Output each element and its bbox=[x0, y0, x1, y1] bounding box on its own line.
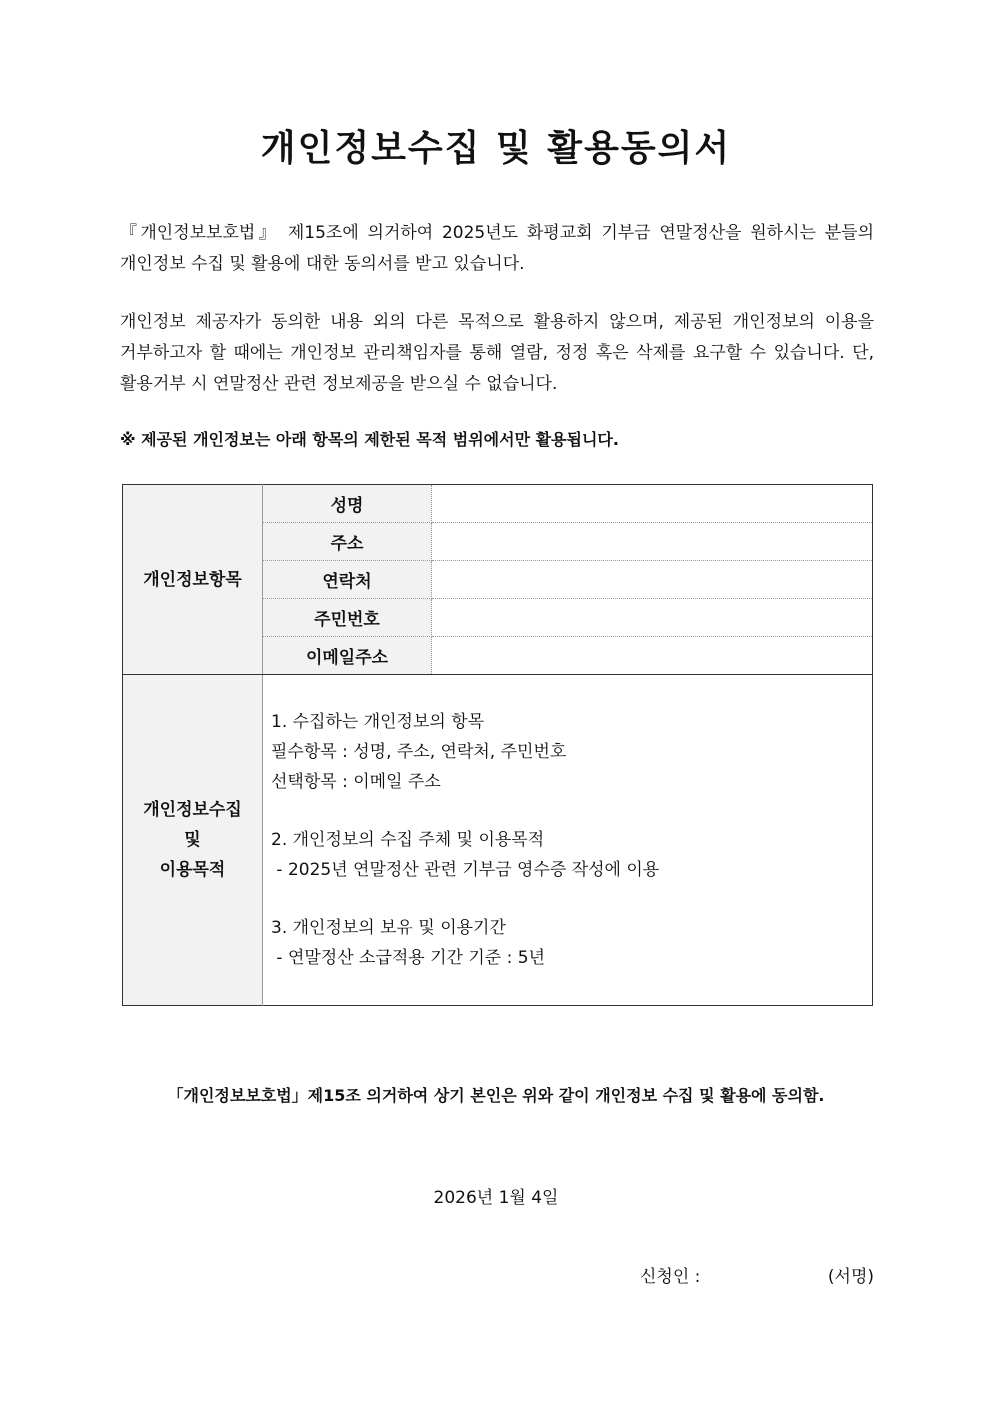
purpose-gap bbox=[271, 885, 872, 913]
purpose-item1-title: 1. 수집하는 개인정보의 항목 bbox=[271, 712, 485, 732]
field-value-address[interactable] bbox=[432, 523, 873, 561]
field-label-contact: 연락처 bbox=[263, 561, 432, 599]
field-label-email: 이메일주소 bbox=[263, 637, 432, 675]
purpose-item1-required: 필수항목 : 성명, 주소, 연락처, 주민번호 bbox=[271, 742, 567, 762]
purpose-item2-title: 2. 개인정보의 수집 주체 및 이용목적 bbox=[271, 830, 545, 850]
personal-info-section-label: 개인정보항목 bbox=[123, 485, 263, 675]
intro-paragraph: 『개인정보보호법』 제15조에 의거하여 2025년도 화평교회 기부금 연말정산을 원하시는 분들의 개인정보 수집 및 활용에 대한 동의서를 받고 있습니다. bbox=[120, 223, 874, 274]
applicant-label: 신청인 : bbox=[640, 1267, 701, 1287]
purpose-content bbox=[263, 675, 873, 1006]
field-value-name[interactable] bbox=[432, 485, 873, 523]
field-value-resident-number[interactable] bbox=[432, 599, 873, 637]
field-value-contact[interactable] bbox=[432, 561, 873, 599]
purpose-label-line1: 개인정보수집 bbox=[143, 800, 242, 820]
field-value-email[interactable] bbox=[432, 637, 873, 675]
usage-note: ※ 제공된 개인정보는 아래 항목의 제한된 목적 범위에서만 활용됩니다. bbox=[120, 430, 619, 449]
purpose-item3-detail: - 연말정산 소급적용 기간 기준 : 5년 bbox=[271, 948, 545, 968]
consent-table bbox=[122, 484, 873, 1006]
signature-label: (서명) bbox=[827, 1267, 874, 1287]
field-label-address: 주소 bbox=[263, 523, 432, 561]
purpose-item1-optional: 선택항목 : 이메일 주소 bbox=[271, 772, 441, 792]
field-label-name: 성명 bbox=[263, 485, 432, 523]
consent-statement: 「개인정보보호법」제15조 의거하여 상기 본인은 위와 같이 개인정보 수집 및 활용에 동의함. bbox=[167, 1086, 825, 1105]
signing-date: 2026년 1월 4일 bbox=[433, 1188, 559, 1208]
signature-line bbox=[640, 1262, 874, 1287]
field-label-resident-number: 주민번호 bbox=[263, 599, 432, 637]
usage-paragraph: 개인정보 제공자가 동의한 내용 외의 다른 목적으로 활용하지 않으며, 제공된 개인정보의 이용을 거부하고자 할 때에는 개인정보 관리책임자를 통해 열람, 정정 혹은 삭제를 요구할 수 있습니다. 단, 활용거부 시 연말정산 관련 정보제공을 받으실 수 없습니다. bbox=[120, 312, 874, 394]
purpose-label-line3: 이용목적 bbox=[159, 860, 226, 880]
purpose-label-line2: 및 bbox=[184, 830, 201, 850]
purpose-section-label bbox=[123, 675, 263, 1006]
purpose-row bbox=[123, 675, 873, 1006]
purpose-item3-title: 3. 개인정보의 보유 및 이용기간 bbox=[271, 918, 506, 938]
purpose-item2-detail: - 2025년 연말정산 관련 기부금 영수증 작성에 이용 bbox=[271, 860, 660, 880]
field-row-name bbox=[123, 485, 873, 523]
document-title: 개인정보수집 및 활용동의서 bbox=[260, 128, 732, 169]
purpose-gap bbox=[271, 797, 872, 825]
